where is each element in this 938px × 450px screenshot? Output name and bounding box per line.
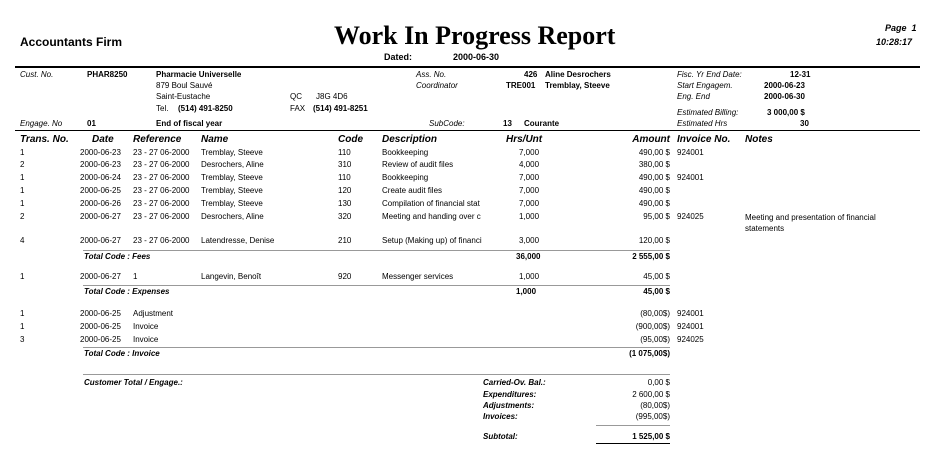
row-name: Desrochers, Aline	[201, 212, 264, 221]
row-reference: Adjustment	[133, 309, 174, 318]
row-date: 2000-06-25	[80, 322, 121, 331]
col-invoice: Invoice No.	[677, 134, 731, 145]
end-value: 2000-06-30	[764, 92, 805, 101]
adjustments-label: Adjustments:	[483, 401, 535, 410]
customer-total-label: Customer Total / Engage.:	[84, 378, 183, 387]
row-reference: 23 - 27 06-2000	[133, 236, 190, 245]
trans-no: 1	[20, 199, 25, 208]
invoices-total-amount: (1 075,00$)	[629, 349, 670, 358]
fisc-value: 12-31	[790, 70, 811, 79]
col-hrs: Hrs/Unt	[506, 134, 543, 145]
client-name: Pharmacie Universelle	[156, 70, 242, 79]
row-name: Tremblay, Steeve	[201, 173, 263, 182]
ass-no-label: Ass. No.	[416, 70, 447, 79]
row-hrs: 1,000	[519, 212, 540, 221]
start-label: Start Engagem.	[677, 81, 733, 90]
fax-label: FAX	[290, 104, 306, 113]
coordinator-label: Coordinator	[416, 81, 458, 90]
row-date: 2000-06-25	[80, 186, 121, 195]
cust-no-label: Cust. No.	[20, 70, 54, 79]
trans-no: 1	[20, 148, 25, 157]
row-amount: (95,00$)	[640, 335, 670, 344]
row-description: Create audit files	[382, 186, 443, 195]
dated-value: 2000-06-30	[453, 52, 500, 62]
row-description: Setup (Making up) of financi	[382, 236, 482, 245]
adjustments-value: (80,00$)	[640, 401, 670, 410]
row-invoice: 924001	[677, 148, 704, 157]
row-amount: (900,00$)	[635, 322, 670, 331]
row-code: 310	[338, 160, 352, 169]
trans-no: 1	[20, 173, 25, 182]
row-date: 2000-06-23	[80, 148, 121, 157]
row-notes: Meeting and presentation of financial statements	[745, 213, 876, 233]
client-province: QC	[290, 92, 302, 101]
hrs-value: 30	[800, 119, 809, 128]
billing-label: Estimated Billing:	[677, 108, 739, 117]
row-amount: 95,00 $	[643, 212, 670, 221]
row-hrs: 7,000	[519, 173, 540, 182]
client-tel: (514) 491-8250	[178, 104, 233, 113]
expenses-total-hrs: 1,000	[516, 287, 537, 296]
row-amount: (80,00$)	[640, 309, 670, 318]
col-trans: Trans. No.	[20, 134, 69, 145]
row-description: Compilation of financial stat	[382, 199, 480, 208]
row-date: 2000-06-23	[80, 160, 121, 169]
subtotal-underline	[596, 443, 670, 444]
row-date: 2000-06-27	[80, 272, 121, 281]
fisc-label: Fisc. Yr End Date:	[677, 70, 742, 79]
col-reference: Reference	[133, 134, 182, 145]
trans-no: 2	[20, 160, 25, 169]
expenses-total-amount: 45,00 $	[643, 287, 670, 296]
invoices-value: (995,00$)	[635, 412, 670, 421]
row-name: Tremblay, Steeve	[201, 186, 263, 195]
expenses-total-label: Total Code : Expenses	[84, 287, 170, 296]
engage-label: Engage. No	[20, 119, 63, 128]
row-hrs: 4,000	[519, 160, 540, 169]
row-date: 2000-06-25	[80, 335, 121, 344]
engage-desc: End of fiscal year	[156, 119, 223, 128]
row-amount: 490,00 $	[638, 173, 670, 182]
row-code: 110	[338, 173, 351, 182]
row-invoice: 924025	[677, 212, 704, 221]
page-label: Page 1	[885, 23, 917, 33]
row-invoice: 924001	[677, 322, 704, 331]
row-code: 210	[338, 236, 352, 245]
subtotal-value: 1 525,00 $	[632, 432, 670, 441]
trans-no: 3	[20, 335, 25, 344]
trans-no: 1	[20, 186, 25, 195]
fees-total-amount: 2 555,00 $	[632, 252, 670, 261]
row-amount: 490,00 $	[638, 186, 670, 195]
summary-rule	[83, 374, 670, 375]
row-name: Langevin, Benoît	[201, 272, 262, 281]
dated-label: Dated:	[384, 52, 413, 62]
row-amount: 45,00 $	[643, 272, 670, 281]
row-hrs: 3,000	[519, 236, 540, 245]
row-name: Desrochers, Aline	[201, 160, 264, 169]
col-name: Name	[201, 134, 229, 145]
row-amount: 380,00 $	[638, 160, 670, 169]
row-amount: 490,00 $	[638, 199, 670, 208]
row-reference: 23 - 27 06-2000	[133, 186, 190, 195]
row-description: Messenger services	[382, 272, 454, 281]
row-reference: 1	[133, 272, 138, 281]
row-reference: Invoice	[133, 335, 159, 344]
subcode: 13	[503, 119, 512, 128]
row-hrs: 7,000	[519, 186, 540, 195]
row-name: Tremblay, Steeve	[201, 148, 263, 157]
col-date: Date	[92, 134, 114, 145]
row-reference: 23 - 27 06-2000	[133, 148, 190, 157]
print-time: 10:28:17	[876, 37, 913, 47]
row-code: 320	[338, 212, 352, 221]
trans-no: 1	[20, 322, 25, 331]
expenses-total-rule	[83, 285, 670, 286]
hrs-label: Estimated Hrs	[677, 119, 728, 128]
end-label: Eng. End	[677, 92, 710, 101]
report-title: Work In Progress Report	[334, 21, 616, 50]
col-notes: Notes	[745, 134, 773, 145]
invoices-total-rule	[83, 347, 670, 348]
row-hrs: 1,000	[519, 272, 540, 281]
invoices-label: Invoices:	[483, 412, 518, 421]
client-address: 879 Boul Sauvé	[156, 81, 213, 90]
ass-no: 426	[524, 70, 538, 79]
row-description: Bookkeeping	[382, 173, 429, 182]
firm-name: Accountants Firm	[20, 35, 123, 49]
row-code: 130	[338, 199, 352, 208]
row-amount: 120,00 $	[638, 236, 670, 245]
col-code: Code	[338, 134, 363, 145]
row-date: 2000-06-24	[80, 173, 121, 182]
row-date: 2000-06-26	[80, 199, 121, 208]
subcode-label: SubCode:	[429, 119, 465, 128]
subtotal-label: Subtotal:	[483, 432, 518, 441]
row-reference: 23 - 27 06-2000	[133, 199, 190, 208]
info-rule	[15, 130, 920, 131]
row-reference: 23 - 27 06-2000	[133, 160, 190, 169]
fees-total-hrs: 36,000	[516, 252, 541, 261]
trans-no: 1	[20, 309, 25, 318]
carried-label: Carried-Ov. Bal.:	[483, 378, 546, 387]
row-name: Latendresse, Denise	[201, 236, 275, 245]
row-hrs: 7,000	[519, 148, 540, 157]
row-invoice: 924025	[677, 335, 704, 344]
row-invoice: 924001	[677, 309, 704, 318]
row-code: 920	[338, 272, 352, 281]
row-description: Bookkeeping	[382, 148, 429, 157]
coordinator-code: TRE001	[506, 81, 536, 90]
trans-no: 2	[20, 212, 25, 221]
row-amount: 490,00 $	[638, 148, 670, 157]
row-code: 120	[338, 186, 352, 195]
row-reference: 23 - 27 06-2000	[133, 173, 190, 182]
client-city: Saint-Eustache	[156, 92, 211, 101]
header-rule	[15, 66, 920, 68]
col-description: Description	[382, 134, 438, 145]
row-invoice: 924001	[677, 173, 704, 182]
row-hrs: 7,000	[519, 199, 540, 208]
start-value: 2000-06-23	[764, 81, 805, 90]
carried-value: 0,00 $	[647, 378, 670, 387]
row-reference: Invoice	[133, 322, 159, 331]
invoices-total-label: Total Code : Invoice	[84, 349, 160, 358]
row-reference: 23 - 27 06-2000	[133, 212, 190, 221]
fees-total-label: Total Code : Fees	[84, 252, 151, 261]
row-date: 2000-06-27	[80, 212, 121, 221]
expenditures-value: 2 600,00 $	[632, 390, 670, 399]
subcode-name: Courante	[524, 119, 560, 128]
coordinator-name: Tremblay, Steeve	[545, 81, 610, 90]
row-description: Meeting and handing over c	[382, 212, 481, 221]
expenditures-label: Expenditures:	[483, 390, 537, 399]
row-code: 110	[338, 148, 351, 157]
trans-no: 1	[20, 272, 25, 281]
row-name: Tremblay, Steeve	[201, 199, 263, 208]
col-amount: Amount	[632, 134, 670, 145]
client-fax: (514) 491-8251	[313, 104, 368, 113]
billing-value: 3 000,00 $	[767, 108, 805, 117]
engage-no: 01	[87, 119, 96, 128]
ass-name: Aline Desrochers	[545, 70, 611, 79]
trans-no: 4	[20, 236, 25, 245]
client-postal: J8G 4D6	[316, 92, 348, 101]
row-date: 2000-06-27	[80, 236, 121, 245]
subtotal-rule	[596, 425, 670, 426]
row-date: 2000-06-25	[80, 309, 121, 318]
cust-no: PHAR8250	[87, 70, 128, 79]
row-description: Review of audit files	[382, 160, 454, 169]
fees-total-rule	[83, 250, 670, 251]
tel-label: Tel.	[156, 104, 169, 113]
